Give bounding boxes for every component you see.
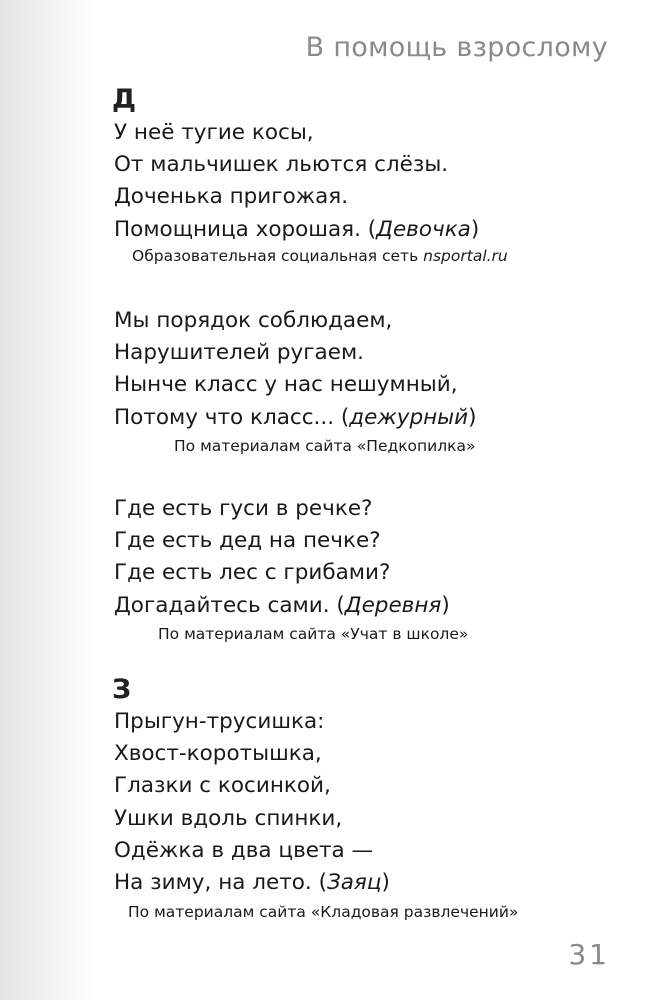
riddle-last-line (114, 214, 479, 246)
riddle-last-line (114, 402, 477, 434)
riddle-line-text: Потому что класс... ( (114, 404, 350, 430)
riddle-line: Глазки с косинкой, (114, 773, 331, 799)
riddle-line-text: На зиму, на лето. ( (114, 870, 327, 896)
riddle-line: Где есть лес с грибами? (114, 560, 391, 586)
riddle-source (132, 247, 508, 265)
riddle-hare (114, 706, 390, 899)
riddle-village (114, 493, 450, 622)
riddle-duty (114, 305, 477, 434)
riddle-answer: Заяц (326, 870, 382, 896)
riddle-line: Хвост-коротышка, (114, 741, 322, 767)
riddle-line: Где есть гуси в речке? (114, 496, 373, 521)
riddle-close-paren: ) (470, 216, 480, 242)
riddle-line: Нарушителей ругаем. (114, 340, 365, 366)
riddle-girl (114, 117, 479, 246)
riddle-last-line (114, 867, 390, 899)
page-number: 31 (568, 938, 610, 971)
riddle-line: Одёжка в два цвета — (114, 837, 373, 863)
section-letter-d: Д (112, 84, 137, 115)
riddle-line: Мы порядок соблюдаем, (114, 308, 393, 333)
riddle-line: От мальчишек льются слёзы. (114, 152, 449, 178)
riddle-line: Доченька пригожая. (114, 184, 349, 210)
source-text: Образовательная социальная сеть (132, 247, 424, 265)
riddle-close-paren: ) (381, 870, 390, 896)
riddle-answer: Девочка (376, 216, 471, 242)
riddle-line: Прыгун-трусишка: (114, 709, 325, 734)
riddle-line: Где есть дед на печке? (114, 528, 381, 554)
riddle-source: По материалам сайта «Педкопилка» (174, 437, 476, 455)
source-site-link[interactable]: nsportal.ru (423, 247, 508, 265)
running-header: В помощь взрослому (305, 32, 608, 63)
riddle-last-line (114, 590, 450, 622)
riddle-answer: Деревня (344, 592, 442, 618)
section-letter-z: З (112, 674, 132, 705)
riddle-line-text: Догадайтесь сами. ( (114, 592, 345, 618)
page-gutter-shadow (0, 0, 95, 1000)
riddle-source: По материалам сайта «Учат в школе» (158, 625, 469, 643)
riddle-line: У неё тугие косы, (114, 120, 314, 145)
riddle-line-text: Помощница хорошая. ( (114, 216, 377, 242)
riddle-answer: дежурный (349, 404, 469, 430)
riddle-close-paren: ) (468, 404, 477, 430)
riddle-source: По материалам сайта «Кладовая развлечений» (128, 903, 519, 921)
riddle-line: Нынче класс у нас нешумный, (114, 372, 458, 398)
riddle-line: Ушки вдоль спинки, (114, 805, 343, 831)
riddle-close-paren: ) (441, 592, 450, 618)
